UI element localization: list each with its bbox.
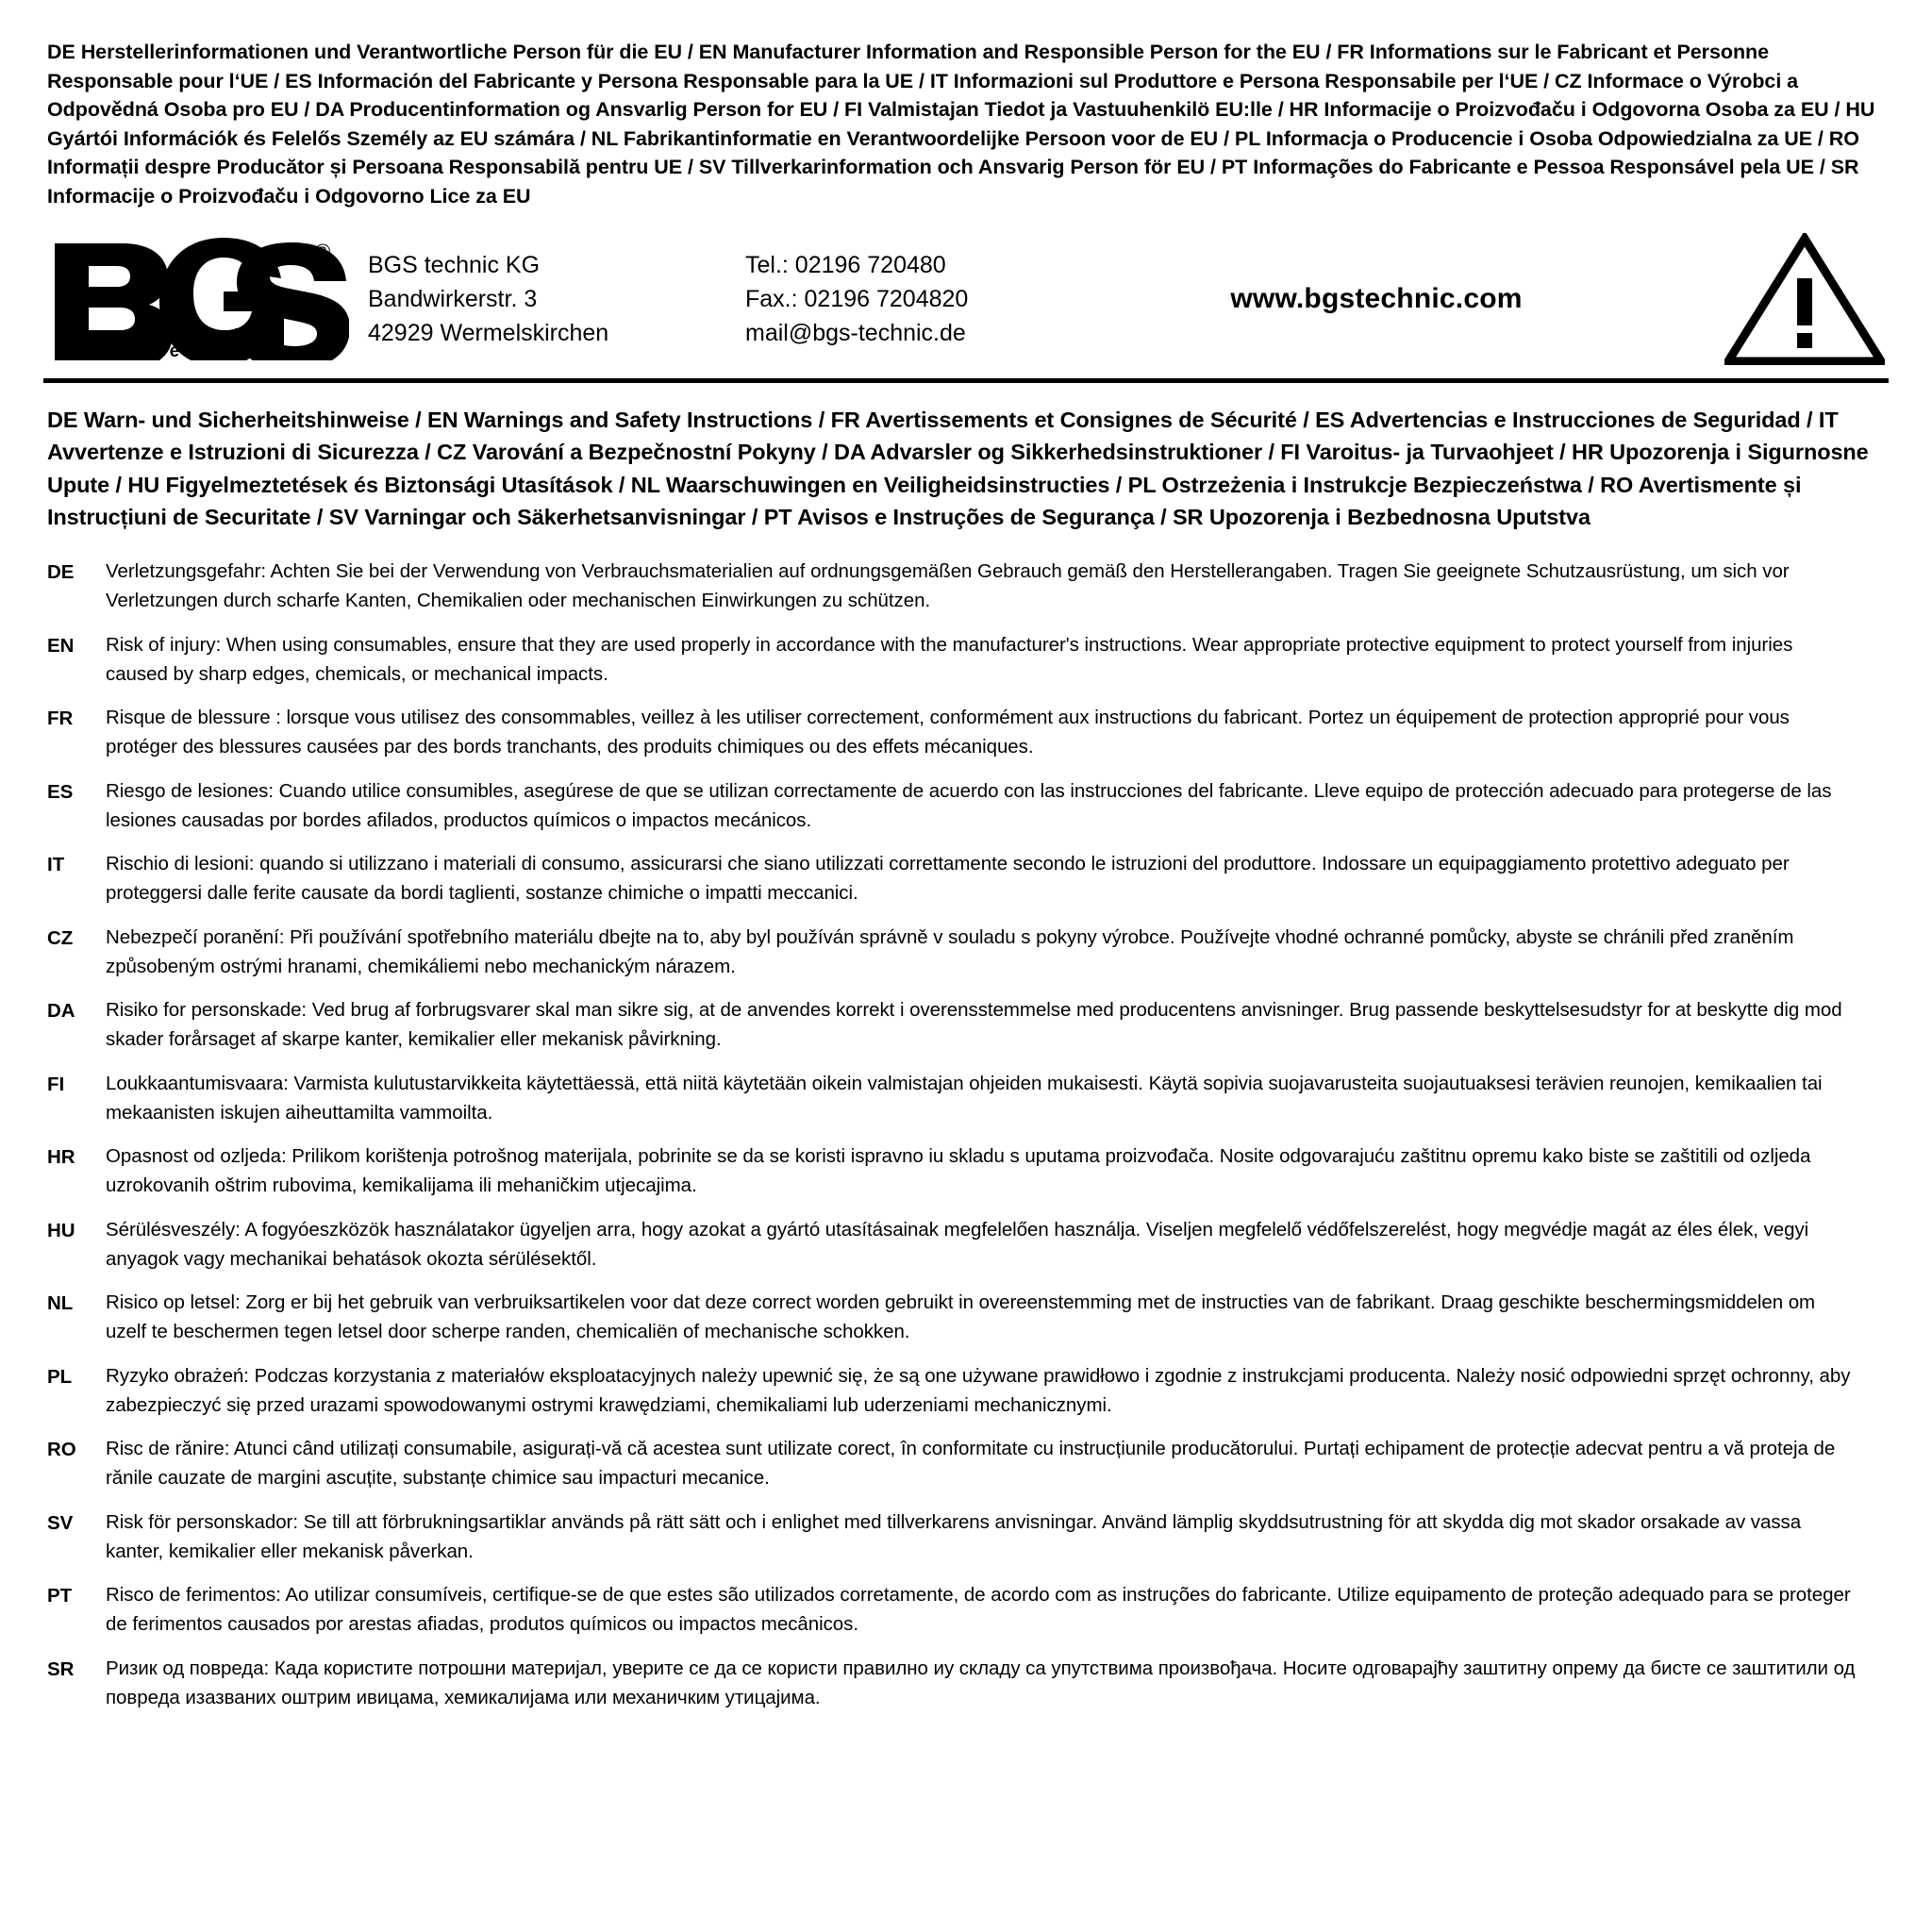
language-text: Risk of injury: When using consumables, ensure that they are used properly in accordance with the manufacturer's instructions. Wear appropriate protective equipment to protect yourself from injuries caused by sharp edges, chemicals, or mechanical impacts. [106, 633, 1793, 685]
language-paragraph-list [47, 558, 1885, 1712]
language-text: Sérülésveszély: A fogyóeszközök használatakor ügyeljen arra, hogy azokat a gyártó utasításainak megfelelően használja. Viseljen megfelelő védőfelszerelést, hogy megvédje magát az éles élek, vegyi anyagok vagy mechanikai behatások okozta sérülésektől. [106, 1218, 1809, 1270]
language-row-hr [47, 1142, 1885, 1201]
language-text: Nebezpečí poranění: Při používání spotřebního materiálu dbejte na to, aby byl používán správně v souladu s pokyny výrobce. Používejte vhodné ochranné pomůcky, abyste se chránili před zraněním způsobeným ostrými hranami, chemikáliemi nebo mechanickým nárazem. [106, 925, 1794, 977]
language-code: FI [47, 1073, 65, 1095]
language-row-pt [47, 1581, 1885, 1640]
language-text: Riesgo de lesiones: Cuando utilice consumibles, asegúrese de que se utilizan correctamente de acuerdo con las instrucciones del fabricante. Lleve equipo de protección adecuado para protegerse de las lesiones causadas por bordes afilados, productos químicos o impactos mecánicos. [106, 779, 1832, 831]
language-row-ro [47, 1435, 1885, 1493]
language-row-sr [47, 1655, 1885, 1713]
language-text: Risco de ferimentos: Ao utilizar consumíveis, certifique-se de que estes são utilizados corretamente, de acordo com as instruções do fabricante. Utilize equipamento de proteção adequado para se proteger de ferimentos causados por arestas afiadas, produtos químicos ou impactos mecânicos. [106, 1584, 1851, 1636]
language-row-it [47, 850, 1885, 908]
language-text: Risque de blessure : lorsque vous utilisez des consommables, veillez à les utiliser correctement, conformément aux instructions du fabricant. Portez un équipement de protection approprié pour vous protéger des blessures causées par des bords tranchants, des produits chimiques ou des effets mécaniques. [106, 707, 1790, 758]
language-row-de [47, 558, 1885, 616]
language-text: Loukkaantumisvaara: Varmista kulutustarvikkeita käytettäessä, että niitä käytetään oikein valmistajan ohjeiden mukaisesti. Käytä sopivia suojavarusteita suojautuaksesi terävien reunojen, kemikaalien tai mekaanisten iskujen aiheuttamilta vammoilta. [106, 1072, 1823, 1124]
language-row-sv [47, 1508, 1885, 1567]
language-row-hu [47, 1216, 1885, 1274]
language-code: SR [47, 1657, 75, 1680]
company-name: BGS technic KG [368, 252, 541, 279]
language-code: PT [47, 1585, 73, 1607]
language-text: Risk för personskador: Se till att förbrukningsartiklar används på rätt sätt och i enlighet med tillverkarens anvisningar. Använd lämplig skyddsutrustning för att skydda dig mot skador orsakade av vassa kanter, kemikalier eller mekanisk påverkan. [106, 1510, 1802, 1562]
company-street: Bandwirkerstr. 3 [368, 286, 538, 313]
manufacturer-information-header: DE Herstellerinformationen und Verantwortliche Person für die EU / EN Manufacturer Information and Responsible Person for the EU / FR Informations sur le Fabricant et Personne Responsable pour l‘UE / ES Información del Fabricante y Persona Responsable para la UE / IT Informazioni sul Produttore e Persona Responsabile per l‘UE / CZ Informace o Výrobci a Odpovědná Osoba pro EU / DA Producentinformation og Ansvarlig Person for EU / FI Valmistajan Tiedot ja Vastuuhenkilö EU:lle / HR Informacije o Proizvođaču i Odgovorna Osoba za EU / HU Gyártói Információk és Felelős Személy az EU számára / NL Fabrikantinformatie en Verantwoordelijke Persoon voor de EU / PL Informacja o Producencie i Osoba Odpowiedzialna za UE / RO Informații despre Producător și Persoana Responsabilă pentru UE / SV Tillverkarinformation och Ansvarig Person för EU / PT Informações do Fabricante e Pessoa Responsável pela UE / SR Informacije o Proizvođaču i Odgovorno Lice za EU [47, 41, 1875, 208]
language-text: Opasnost od ozljeda: Prilikom korištenja potrošnog materijala, pobrinite se da se koristi ispravno iu skladu s uputama proizvođača. Nosite odgovarajuću zaštitnu opremu kako biste se zaštitili od ozljeda uzrokovanih oštrim rubovima, kemikalijama ili mehaničkim utjecajima. [106, 1145, 1811, 1197]
company-email[interactable]: mail@bgs-technic.de [745, 320, 966, 347]
company-fax: Fax.: 02196 7204820 [745, 286, 969, 313]
language-code: HR [47, 1146, 75, 1169]
language-code: ES [47, 780, 74, 803]
company-information-band [43, 227, 1889, 383]
language-row-fi [47, 1070, 1885, 1128]
language-code: CZ [47, 926, 74, 949]
language-code: IT [47, 854, 65, 876]
language-code: DA [47, 1000, 75, 1023]
language-code: HU [47, 1219, 75, 1241]
language-code: RO [47, 1439, 76, 1461]
warning-triangle-icon [1715, 233, 1885, 365]
bgs-logo [47, 238, 358, 360]
language-code: FR [47, 708, 74, 730]
company-contact [745, 248, 1057, 350]
language-row-pl [47, 1362, 1885, 1421]
language-row-nl [47, 1289, 1885, 1347]
company-city: 42929 Wermelskirchen [368, 320, 609, 347]
language-text: Rischio di lesioni: quando si utilizzano i materiali di consumo, assicurarsi che siano utilizzati correttamente secondo le istruzioni del produttore. Indossare un equipaggiamento protettivo adeguato per proteggersi dalle ferite causate da bordi taglienti, sostanze chimiche o impatti meccanici. [106, 853, 1790, 905]
language-row-es [47, 777, 1885, 836]
language-text: Risico op letsel: Zorg er bij het gebruik van verbruiksartikelen voor dat deze correct worden gebruikt in overeenstemming met de instructies van de fabrikant. Draag geschikte beschermingsmiddelen om uzelf te beschermen tegen letsel door scherpe randen, chemicaliën of mechanische schokken. [106, 1291, 1816, 1343]
language-text: Verletzungsgefahr: Achten Sie bei der Verwendung von Verbrauchsmaterialien auf ordnungsgemäßen Gebrauch gemäß den Herstellerangaben. Tragen Sie geeignete Schutzausrüstung, um sich vor Verletzungen durch scharfe Kanten, Chemikalien oder mechanischen Einwirkungen zu schützen. [106, 560, 1790, 612]
language-row-en [47, 631, 1885, 690]
company-address [358, 248, 745, 350]
language-text: Risc de rănire: Atunci când utilizați consumabile, asigurați-vă că acestea sunt utilizate corect, în conformitate cu instrucțiunile producătorului. Purtați echipament de protecție adecvat pentru a vă proteja de rănile cauzate de margini ascuțite, substanțe chimice sau impacturi mecanice. [106, 1438, 1836, 1490]
language-text: Ризик од повреда: Када користите потрошни материјал, уверите се да се користи правилно иу складу са упутствима произвођача. Носите одговарајћу заштитну опрему да бисте се заштитили од повреда изазваних оштрим ивицама, хемикалијама или механичким утицајима. [106, 1657, 1856, 1708]
language-text: Ryzyko obrażeń: Podczas korzystania z materiałów eksploatacyjnych należy upewnić się, że są one używane prawidłowo i zgodnie z instrukcjami producenta. Należy nosić odpowiedni sprzęt ochronny, aby zabezpieczyć się przed urazami spowodowanymi ostrymi krawędziami, chemikaliami lub uderzeniami mechanicznymi. [106, 1364, 1851, 1416]
language-row-cz [47, 924, 1885, 982]
svg-text:®: ® [315, 240, 331, 264]
warnings-safety-heading: DE Warn- und Sicherheitshinweise / EN Warnings and Safety Instructions / FR Avertissements et Consignes de Sécurité / ES Advertencias e Instrucciones de Seguridad / IT Avvertenze e Istruzioni di Sicurezza / CZ Varování a Bezpečnostní Pokyny / DA Advarsler og Sikkerhedsinstruktioner / FI Varoitus- ja Turvaohjeet / HR Upozorenja i Sigurnosne Upute / HU Figyelmeztetések és Biztonsági Utasítások / NL Waarschuwingen en Veiligheidsinstructies / PL Ostrzeżenia i Instrukcje Bezpieczeństwa / RO Avertismente și Instrucțiuni de Securitate / SV Varningar och Säkerhetsanvisningar / PT Avisos e Instruções de Segurança / SR Upozorenja i Bezbednosna Uputstva [47, 408, 1869, 529]
language-row-fr [47, 704, 1885, 762]
language-code: NL [47, 1292, 74, 1315]
company-telephone: Tel.: 02196 720480 [745, 252, 946, 279]
language-code: EN [47, 634, 75, 657]
language-code: PL [47, 1365, 73, 1388]
language-code: SV [47, 1511, 74, 1534]
language-text: Risiko for personskade: Ved brug af forbrugsvarer skal man sikre sig, at de anvendes korrekt i overensstemmelse med producentens anvisninger. Brug passende beskyttelsesudstyr for at beskytte dig mod skader forårsaget af skarpe kanter, kemikalier eller mekanisk påvirkning. [106, 999, 1842, 1051]
language-row-da [47, 996, 1885, 1055]
company-website[interactable]: www.bgstechnic.com [1230, 283, 1523, 315]
svg-text:t e c h n i c: t e c h n i c [153, 341, 283, 361]
language-code: DE [47, 561, 75, 584]
